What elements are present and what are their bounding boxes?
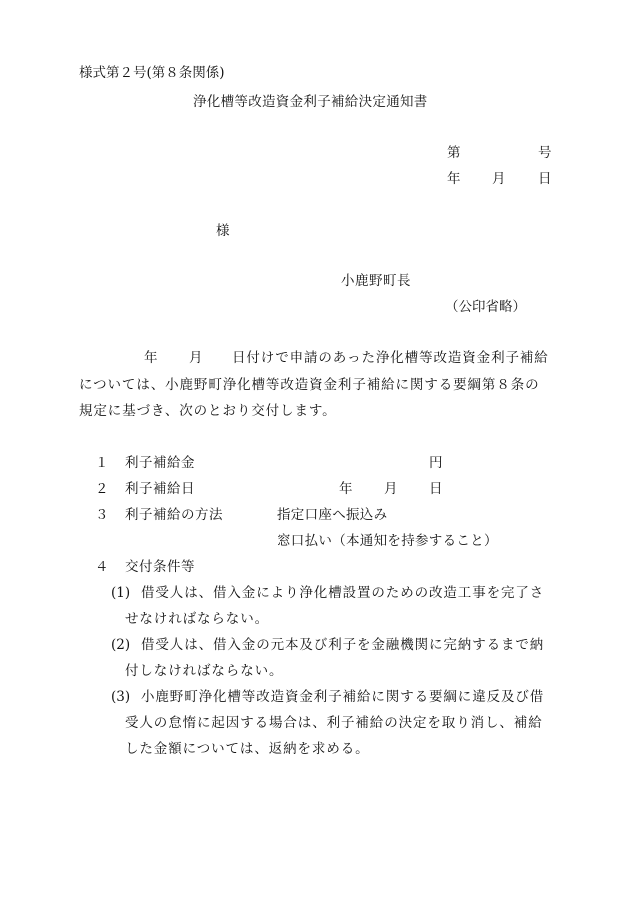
- item4-label: 交付条件等: [125, 559, 195, 575]
- condition-3-line-2: 受人の怠惰に起因する場合は、利子補給の決定を取り消し、補給: [125, 715, 543, 731]
- item3-number: ３: [95, 507, 109, 523]
- number-label-suffix: 号: [538, 145, 552, 161]
- issue-date-day: 日: [538, 171, 552, 187]
- item2-label: 利子補給日: [125, 481, 195, 497]
- item1-number: １: [95, 455, 109, 471]
- body-line-2: については、小鹿野町浄化槽等改造資金利子補給に関する要綱第８条の: [79, 377, 540, 393]
- body-line-3: 規定に基づき、次のとおり交付します。: [79, 403, 337, 419]
- body-year: 年: [144, 350, 158, 366]
- condition-2-number: (2): [111, 637, 131, 653]
- item1-unit: 円: [429, 455, 443, 471]
- item2-year: 年: [339, 481, 353, 497]
- issue-date-year: 年: [447, 171, 461, 187]
- item4-number: ４: [95, 559, 109, 575]
- item1-label: 利子補給金: [125, 455, 195, 471]
- item2-number: ２: [95, 481, 109, 497]
- form-id: 様式第２号(第８条関係): [79, 65, 225, 81]
- issuer-name: 小鹿野町長: [341, 273, 411, 289]
- condition-3-number: (3): [111, 689, 131, 705]
- condition-1-line-1: 借受人は、借入金により浄化槽設置のための改造工事を完了さ: [141, 585, 545, 601]
- condition-3-line-1: 小鹿野町浄化槽等改造資金利子補給に関する要綱に違反及び借: [141, 689, 545, 705]
- seal-note: （公印省略）: [445, 299, 526, 315]
- condition-1-line-2: せなければならない。: [125, 611, 269, 627]
- body-month: 月: [189, 350, 203, 366]
- item3-option-counter: 窓口払い（本通知を持参すること）: [277, 533, 498, 549]
- body-line-1: 日付けで申請のあった浄化槽等改造資金利子補給: [232, 350, 549, 366]
- item3-label: 利子補給の方法: [125, 507, 223, 523]
- number-label-prefix: 第: [447, 145, 461, 161]
- item2-month: 月: [384, 481, 398, 497]
- addressee-suffix: 様: [216, 223, 230, 239]
- condition-1-number: (1): [111, 585, 131, 601]
- document-title: 浄化槽等改造資金利子補給決定通知書: [193, 94, 428, 110]
- issue-date-month: 月: [492, 171, 506, 187]
- condition-2-line-2: 付しなければならない。: [125, 663, 284, 679]
- item3-option-transfer: 指定口座へ振込み: [277, 507, 388, 523]
- condition-2-line-1: 借受人は、借入金の元本及び利子を金融機関に完納するまで納: [141, 637, 545, 653]
- condition-3-line-3: した金額については、返納を求める。: [125, 741, 370, 757]
- item2-day: 日: [429, 481, 443, 497]
